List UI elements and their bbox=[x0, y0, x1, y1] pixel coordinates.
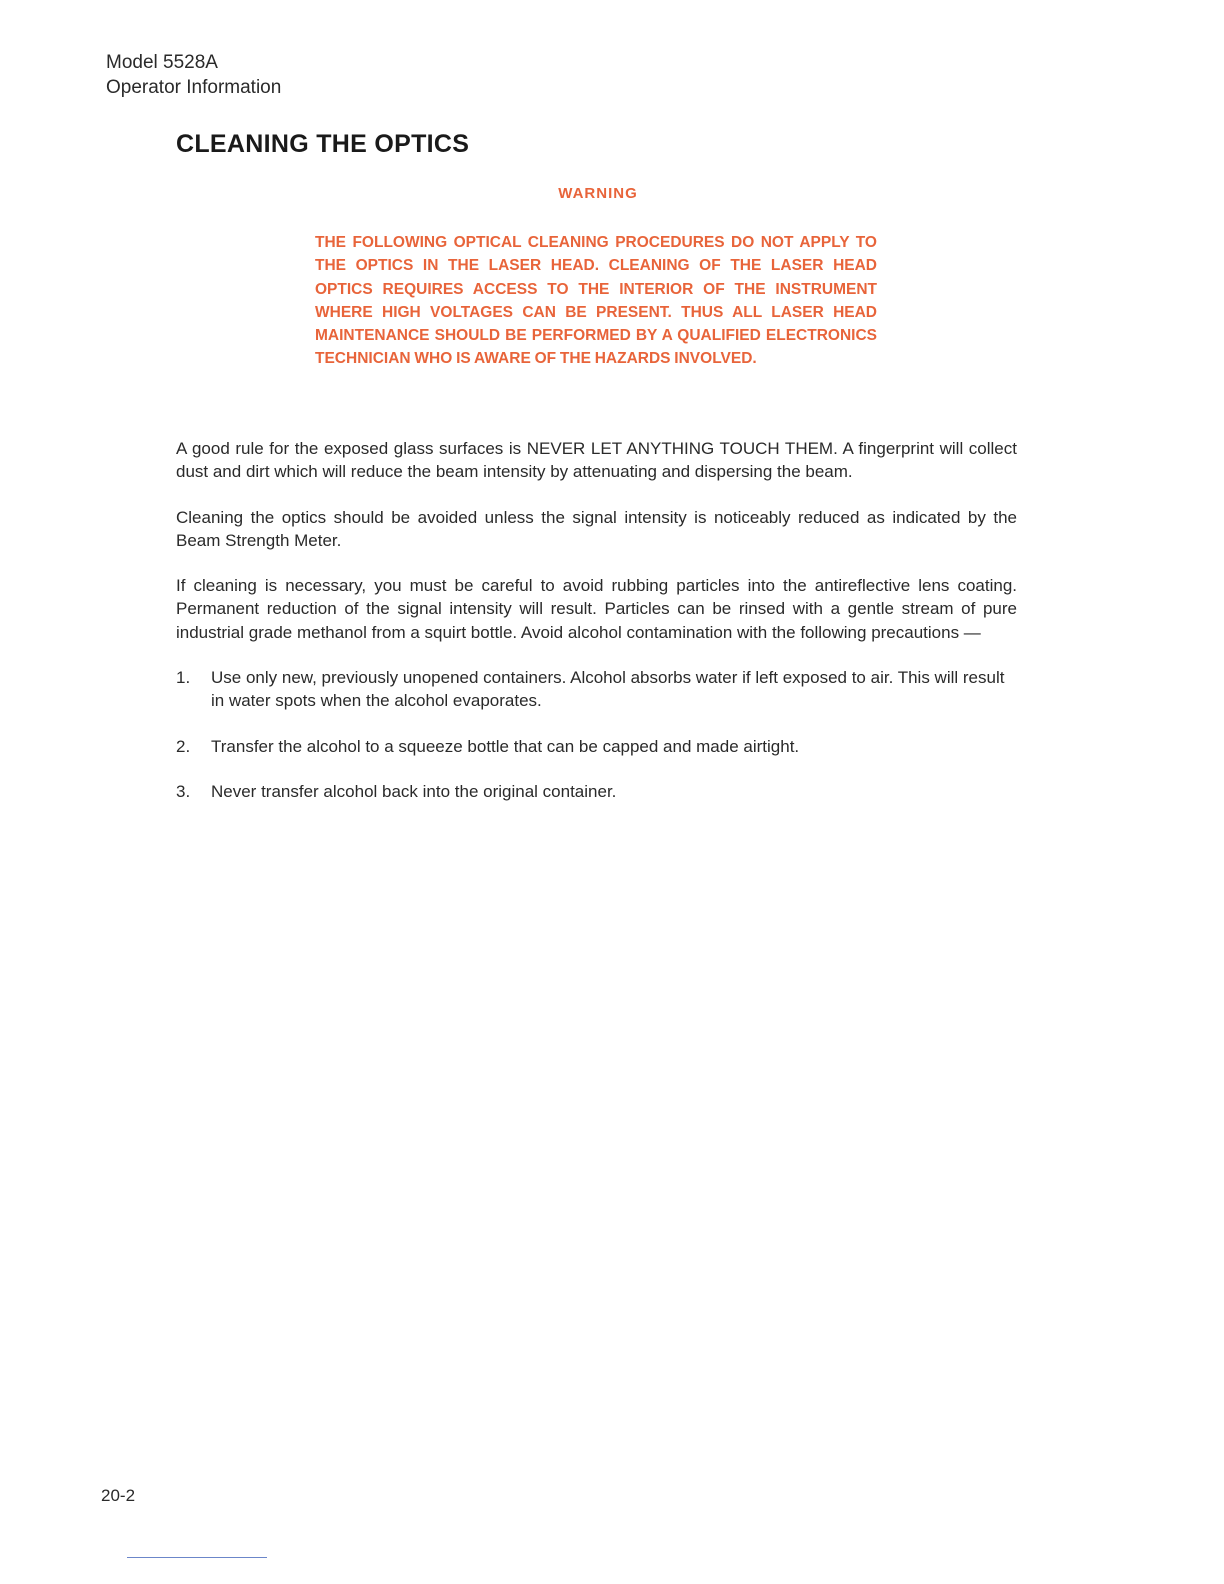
footer-divider bbox=[127, 1557, 267, 1558]
model-number: Model 5528A bbox=[106, 52, 218, 73]
warning-heading: WARNING bbox=[558, 185, 638, 202]
list-item-text: Use only new, previously unopened containers. Alcohol absorbs water if left exposed to air. This will result in water spots when the alcohol evaporates. bbox=[211, 668, 1005, 711]
list-item-text: Transfer the alcohol to a squeeze bottle that can be capped and made airtight. bbox=[211, 736, 800, 756]
body-text bbox=[176, 437, 1017, 825]
manual-section-name: Operator Information bbox=[106, 77, 282, 98]
paragraph-cleaning-method: If cleaning is necessary, you must be careful to avoid rubbing particles into the antireflective lens coating. Permanent reduction of the signal intensity will result. Particles can be rinsed with a gentle stream of pure industrial grade methanol from a squirt bottle. Avoid alcohol contamination with the following precautions — bbox=[176, 576, 1017, 642]
list-item bbox=[176, 666, 1017, 713]
list-item-number: 3. bbox=[176, 781, 191, 801]
paragraph-avoid-cleaning: Cleaning the optics should be avoided unless the signal intensity is noticeably reduced as indicated by the Beam Strength Meter. bbox=[176, 507, 1017, 550]
warning-text: THE FOLLOWING OPTICAL CLEANING PROCEDURES DO NOT APPLY TO THE OPTICS IN THE LASER HEAD. CLEANING OF THE LASER HEAD OPTICS REQUIRES ACCESS TO THE INTERIOR OF THE INSTRUMENT WHERE HIGH VOLTAGES CAN BE PRESENT. THUS ALL LASER HEAD MAINTENANCE SHOULD BE PERFORMED BY A QUALIFIED ELECTRONICS TECHNICIAN WHO IS AWARE OF THE HAZARDS INVOLVED. bbox=[315, 234, 877, 368]
list-item-number: 2. bbox=[176, 736, 191, 756]
page-number: 20-2 bbox=[101, 1486, 136, 1505]
section-title: CLEANING THE OPTICS bbox=[176, 130, 470, 158]
list-item bbox=[176, 780, 1017, 803]
list-item-text: Never transfer alcohol back into the original container. bbox=[211, 781, 617, 801]
list-item bbox=[176, 735, 1017, 758]
running-header bbox=[106, 50, 281, 100]
list-item-number: 1. bbox=[176, 668, 191, 688]
paragraph-glass-rule: A good rule for the exposed glass surfaces is NEVER LET ANYTHING TOUCH THEM. A fingerprint will collect dust and dirt which will reduce the beam intensity by attenuating and dispersing the beam. bbox=[176, 439, 1017, 482]
precautions-list bbox=[176, 666, 1017, 803]
